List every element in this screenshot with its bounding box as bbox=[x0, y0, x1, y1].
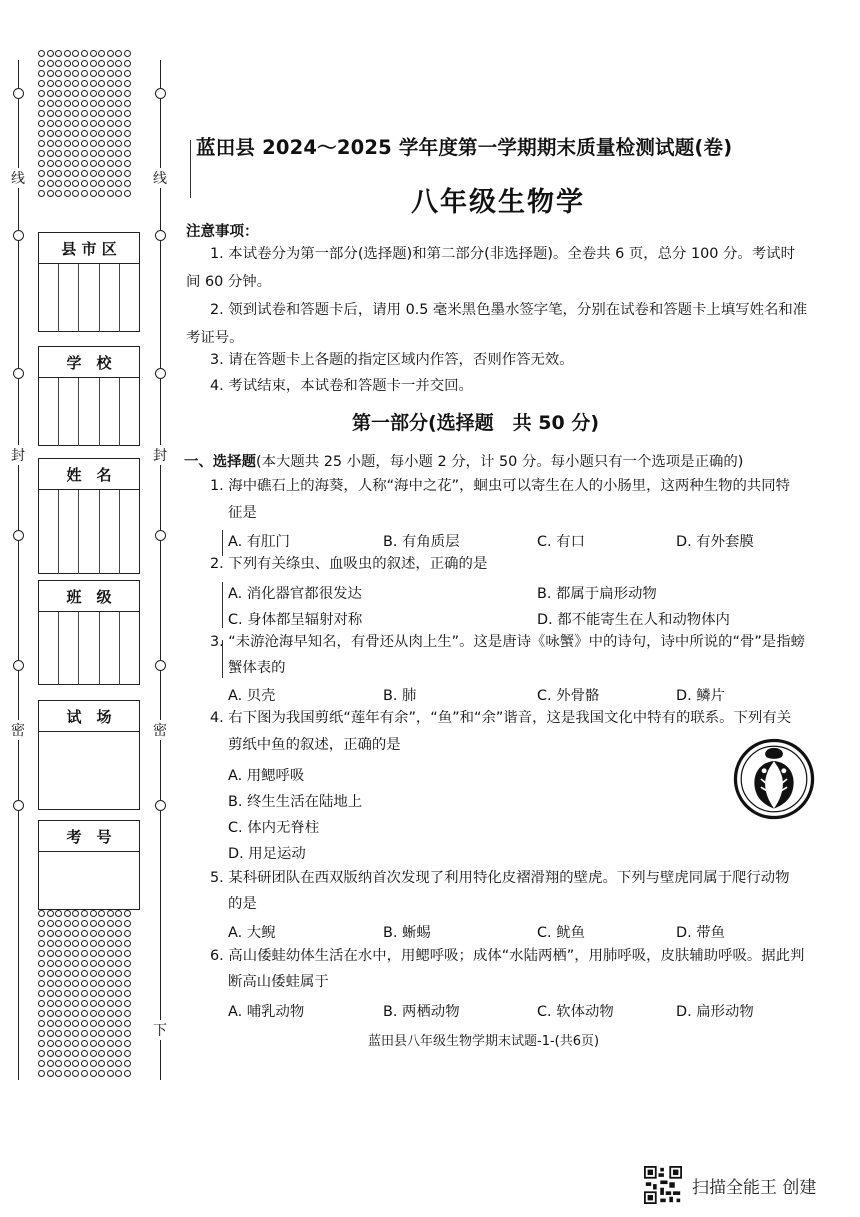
q3-line1: 3. “未游沧海早知名，有骨还从肉上生”。这是唐诗《咏蟹》中的诗句，诗中所说的“骨”是指螃 bbox=[210, 634, 805, 650]
field-class[interactable] bbox=[38, 580, 140, 685]
section-label: 一、选择题 bbox=[184, 454, 256, 470]
part1-heading: 第一部分(选择题 共 50 分) bbox=[352, 412, 600, 434]
field-county[interactable] bbox=[38, 232, 140, 332]
mark-feng: 封 bbox=[10, 445, 26, 465]
q6-option-c[interactable]: C. 软体动物 bbox=[537, 1004, 614, 1020]
q5-line1: 5. 某科研团队在西双版纳首次发现了利用特化皮褶滑翔的壁虎。下列与壁虎同属于爬行动物 bbox=[210, 870, 790, 886]
q6-option-a[interactable]: A. 哺乳动物 bbox=[228, 1004, 305, 1020]
mark-xian: 线 bbox=[10, 168, 26, 188]
field-exam-number-label: 考 号 bbox=[39, 821, 139, 852]
q1-option-c[interactable]: C. 有口 bbox=[537, 534, 585, 550]
note-3: 3. 请在答题卡上各题的指定区域内作答，否则作答无效。 bbox=[210, 352, 574, 368]
q1-line2: 征是 bbox=[228, 505, 257, 521]
note-1: 1. 本试卷分为第一部分(选择题)和第二部分(非选择题)。全卷共 6 页，总分 100 分。考试时 bbox=[210, 246, 795, 262]
field-exam-room-label: 试 场 bbox=[39, 701, 139, 732]
exam-title: 蓝田县 2024～2025 学年度第一学期期末质量检测试题(卷) bbox=[196, 136, 733, 159]
q3-line2: 蟹体表的 bbox=[228, 660, 286, 676]
q2-option-c[interactable]: C. 身体都呈辐射对称 bbox=[228, 612, 363, 628]
q1-line1: 1. 海中礁石上的海葵，人称“海中之花”，蛔虫可以寄生在人的小肠里，这两种生物的共同特 bbox=[210, 478, 791, 494]
field-class-label: 班 级 bbox=[39, 581, 139, 612]
q1-option-d[interactable]: D. 有外套膜 bbox=[676, 534, 754, 550]
field-school-label: 学 校 bbox=[39, 347, 139, 378]
q3-option-c[interactable]: C. 外骨骼 bbox=[537, 688, 600, 704]
q3-option-a[interactable]: A. 贝壳 bbox=[228, 688, 276, 704]
q4-option-d[interactable]: D. 用足运动 bbox=[228, 846, 306, 862]
title-bar bbox=[190, 140, 191, 198]
q5-option-d[interactable]: D. 带鱼 bbox=[676, 925, 726, 941]
notes-heading: 注意事项： bbox=[186, 224, 259, 240]
q2-option-b[interactable]: B. 都属于扁形动物 bbox=[537, 586, 657, 602]
mark-feng-2: 封 bbox=[152, 445, 168, 465]
dot-pattern-bottom bbox=[38, 910, 140, 1085]
q6-option-b[interactable]: B. 两栖动物 bbox=[383, 1004, 460, 1020]
scanner-watermark-text: 扫描全能王 创建 bbox=[692, 1177, 817, 1198]
field-school[interactable] bbox=[38, 346, 140, 446]
exam-subject: 八年级生物学 bbox=[411, 187, 585, 218]
q4-line2: 剪纸中鱼的叙述，正确的是 bbox=[228, 737, 401, 753]
qr-code-icon bbox=[644, 1166, 682, 1204]
q6-option-d[interactable]: D. 扁形动物 bbox=[676, 1004, 754, 1020]
field-name-label: 姓 名 bbox=[39, 459, 139, 490]
cut-line-right bbox=[153, 60, 167, 1080]
fish-papercut-image bbox=[733, 738, 815, 820]
q2-line1: 2. 下列有关绦虫、血吸虫的叙述，正确的是 bbox=[210, 556, 488, 572]
section-heading bbox=[184, 450, 743, 471]
note-1-cont: 间 60 分钟。 bbox=[186, 274, 272, 290]
cut-line-left bbox=[11, 60, 25, 1080]
q3-option-b[interactable]: B. 肺 bbox=[383, 688, 417, 704]
field-county-label: 县 市 区 bbox=[39, 233, 139, 264]
dot-pattern-top bbox=[38, 50, 140, 200]
field-exam-number[interactable] bbox=[38, 820, 140, 910]
mark-xia: 下 bbox=[152, 1020, 168, 1040]
field-name[interactable] bbox=[38, 458, 140, 574]
q2-option-a[interactable]: A. 消化器官都很发达 bbox=[228, 586, 362, 602]
scanner-watermark bbox=[644, 1166, 816, 1204]
field-exam-room[interactable] bbox=[38, 700, 140, 810]
q6-line2: 断高山倭蛙属于 bbox=[228, 974, 329, 990]
q5-option-b[interactable]: B. 蜥蜴 bbox=[383, 925, 431, 941]
page-footer: 蓝田县八年级生物学期末试题-1-(共6页) bbox=[368, 1034, 600, 1049]
q1-option-b[interactable]: B. 有角质层 bbox=[383, 534, 460, 550]
mark-mi: 密 bbox=[10, 720, 26, 740]
binding-strip bbox=[0, 40, 185, 1090]
note-2-cont: 考证号。 bbox=[186, 330, 244, 346]
q4-option-c[interactable]: C. 体内无脊柱 bbox=[228, 820, 320, 836]
q5-line2: 的是 bbox=[228, 896, 257, 912]
q5-option-c[interactable]: C. 鱿鱼 bbox=[537, 925, 585, 941]
section-desc: (本大题共 25 小题，每小题 2 分，计 50 分。每小题只有一个选项是正确的) bbox=[255, 454, 744, 470]
q6-line1: 6. 高山倭蛙幼体生活在水中，用鳃呼吸；成体“水陆两栖”，用肺呼吸，皮肤辅助呼吸。据此判 bbox=[210, 948, 805, 964]
note-2: 2. 领到试卷和答题卡后，请用 0.5 毫米黑色墨水签字笔，分别在试卷和答题卡上填写姓名和准 bbox=[210, 302, 808, 318]
q2-option-d[interactable]: D. 都不能寄生在人和动物体内 bbox=[537, 612, 730, 628]
mark-xian-2: 线 bbox=[152, 168, 168, 188]
q4-option-a[interactable]: A. 用鳃呼吸 bbox=[228, 768, 305, 784]
q1-option-a[interactable]: A. 有肛门 bbox=[228, 534, 290, 550]
q5-option-a[interactable]: A. 大鲵 bbox=[228, 925, 276, 941]
q3-option-d[interactable]: D. 鳞片 bbox=[676, 688, 726, 704]
q4-option-b[interactable]: B. 终生生活在陆地上 bbox=[228, 794, 363, 810]
note-4: 4. 考试结束，本试卷和答题卡一并交回。 bbox=[210, 378, 473, 394]
q4-line1: 4. 右下图为我国剪纸“莲年有余”，“鱼”和“余”谐音，这是我国文化中特有的联系。下列有关 bbox=[210, 710, 792, 726]
mark-mi-2: 密 bbox=[152, 720, 168, 740]
